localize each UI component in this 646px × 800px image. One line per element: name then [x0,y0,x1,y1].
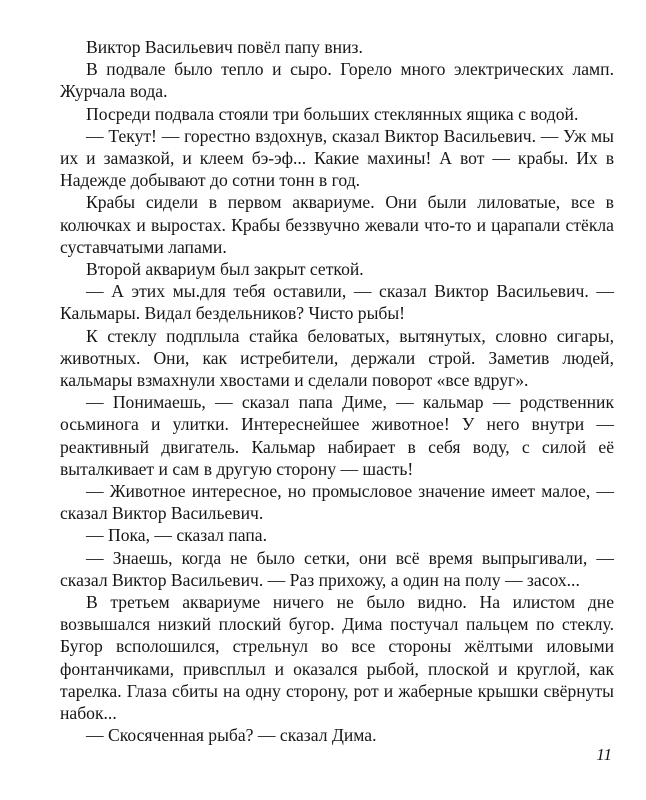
paragraph: В третьем аквариуме ничего не было видно. На илистом дне возвышался низкий плоский бугор. Дима постучал пальцем по стеклу. Бугор всполошился, стрельнул во все стороны жёлтыми иловыми фонтанчиками, привсплыл и оказался рыбой, плоской и круглой, как тарелка. Глаза сбиты на одну сторону, рот и жаберные крышки свёрнуты набок... [60,592,614,724]
paragraph: — Знаешь, когда не было сетки, они всё время выпрыгивали, — сказал Виктор Васильевич. — Раз прихожу, а один на полу — засох... [60,547,614,590]
paragraph: — Скосяченная рыба? — сказал Дима. [86,725,377,746]
paragraph: Крабы сидели в первом аквариуме. Они были лиловатые, все в колючках и выростах. Крабы беззвучно жевали что-то и царапали стёкла суставчатыми лапами. [60,192,614,257]
paragraph: — Пока, — сказал папа. [86,525,267,546]
paragraph: — А этих мы.для тебя оставили, — сказал Виктор Васильевич. — Кальмары. Видал бездельников? Чисто рыбы! [60,281,614,324]
paragraph: Второй аквариум был закрыт сеткой. [86,259,364,280]
paragraph: В подвале было тепло и сыро. Горело много электрических ламп. Журчала вода. [60,59,614,102]
page-number: 11 [596,745,612,764]
paragraph: — Текут! — горестно вздохнув, сказал Виктор Васильевич. — Уж мы их и замазкой, и клеем бэ-эф... Какие махины! А вот — крабы. Их в Надежде добывают до сотни тонн в год. [60,125,614,191]
paragraph: Посреди подвала стояли три больших стеклянных ящика с водой. [86,103,579,124]
page-text [60,36,614,747]
paragraph: — Понимаешь, — сказал папа Диме, — кальмар — родственник осьминога и улитки. Интереснейшее животное! У него внутри — реактивный двигатель. Кальмар набирает в себя воду, с силой её выталкивает и сам в другую сторону — шасть! [60,392,614,479]
paragraph: К стеклу подплыла стайка беловатых, вытянутых, словно сигары, животных. Они, как истребители, держали строй. Заметив людей, кальмары взмахнули хвостами и сделали поворот «все вдруг». [60,325,614,391]
paragraph: Виктор Васильевич повёл папу вниз. [86,37,363,57]
paragraph: — Животное интересное, но промысловое значение имеет малое, — сказал Виктор Васильевич. [60,481,614,524]
